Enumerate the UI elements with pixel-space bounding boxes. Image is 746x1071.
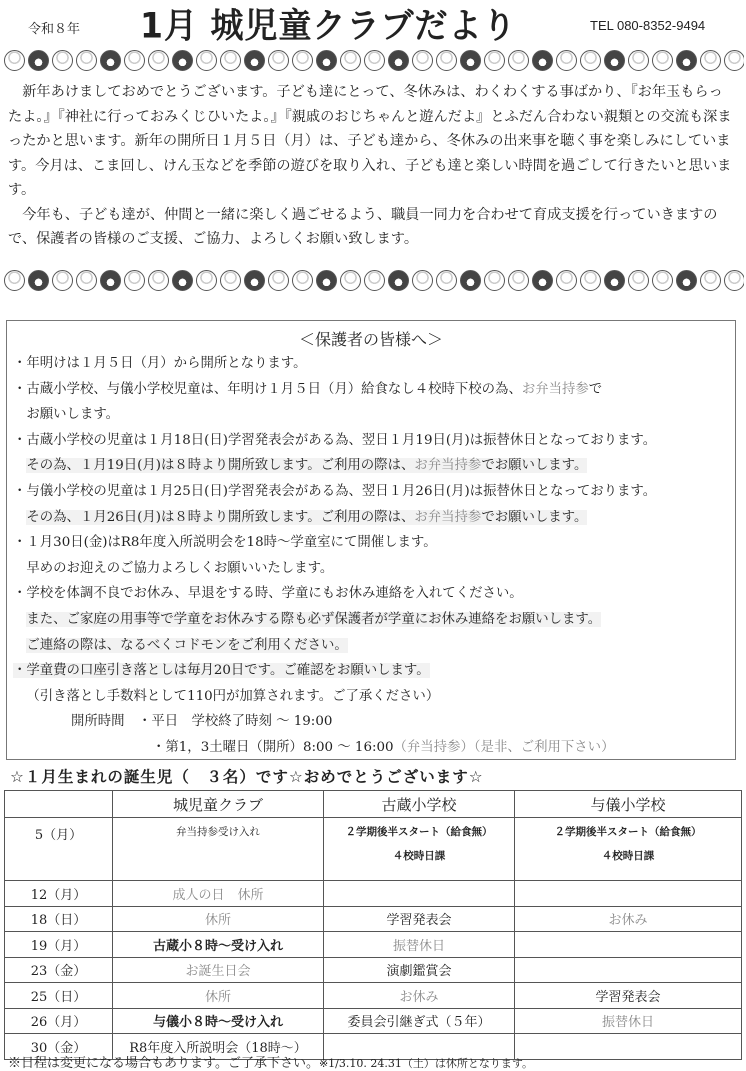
yogi-cell: お休み	[515, 906, 742, 932]
table-row	[5, 983, 742, 1009]
daruma-icon	[388, 270, 409, 291]
yogi-cell: 振替休日	[515, 1008, 742, 1034]
komainu-icon	[76, 50, 97, 71]
daruma-icon	[292, 50, 313, 71]
header-cell: 古蔵小学校	[324, 791, 515, 818]
dog-icon	[532, 50, 553, 71]
bento-note: お弁当持参	[414, 458, 482, 474]
kozo-cell	[324, 881, 515, 907]
dog-icon	[52, 270, 73, 291]
bento-note: お弁当持参	[414, 509, 482, 525]
daruma-icon	[676, 270, 697, 291]
date-cell: 25（日）	[5, 983, 113, 1009]
dog-icon	[340, 50, 361, 71]
notice-line	[13, 377, 728, 403]
phone-number: TEL 080-8352-9494	[590, 18, 706, 33]
intro-message	[8, 80, 733, 252]
header-cell: 与儀小学校	[515, 791, 742, 818]
kagami-mochi-icon	[412, 270, 433, 291]
dog-icon	[340, 270, 361, 291]
table-row	[5, 906, 742, 932]
hours-text: ・平日 学校終了時刻 ～ 19:00	[137, 714, 333, 730]
kagami-mochi-icon	[700, 270, 721, 291]
komainu-icon	[76, 270, 97, 291]
yogi-cell	[515, 881, 742, 907]
notice-text: その為、１月26日(月)は８時より開所致します。ご利用の際は、	[26, 509, 415, 525]
header-cell: 城児童クラブ	[113, 791, 324, 818]
club-cell: 古蔵小８時～受け入れ	[113, 932, 324, 958]
kozo-cell: お休み	[324, 983, 515, 1009]
notice-line: ・古蔵小学校の児童は１月18日(日)学習発表会がある為、翌日１月19日(月)は振替休日となっております。	[13, 432, 657, 448]
hours-text: ・第1，3土曜日（開所）8:00 ～ 16:00	[152, 739, 394, 755]
yogi-cell	[515, 932, 742, 958]
komainu-icon	[652, 50, 673, 71]
schedule-table	[4, 790, 742, 1060]
intro-paragraph-1: 新年あけましておめでとうございます。子ども達にとって、冬休みは、わくわくする事ばかり、『お年玉もらったよ。』『神社に行っておみくじひいたよ。』『親戚のおじちゃんと遊んだよ』とふだん合わない親類との交流も深まったかと思います。新年の開所日１月５日（月）は、子ども達から、冬休みの出来事を聴く事を楽しみにしています。今月は、こま回し、けん玉などを季節の遊びを取り入れ、子ども達と楽しい時間を過ごして行きたいと思います。	[8, 84, 732, 198]
date-cell: 19（月）	[5, 932, 113, 958]
komainu-icon	[556, 50, 577, 71]
date-cell: 23（金）	[5, 957, 113, 983]
kozo-text: ４校時日課	[392, 850, 446, 862]
dog-icon	[628, 50, 649, 71]
notice-line: ・学校を体調不良でお休み、早退をする時、学童にもお休み連絡を入れてください。	[13, 586, 523, 602]
decoration-border-top	[4, 50, 744, 76]
notice-line: ・１月30日(金)はR8年度入所説明会を18時～学童室にて開催します。	[13, 535, 437, 551]
yogi-cell	[515, 1034, 742, 1060]
kagami-mochi-icon	[604, 270, 625, 291]
daruma-icon	[580, 50, 601, 71]
komainu-icon	[652, 270, 673, 291]
date-cell: 5（月）	[5, 818, 113, 881]
club-cell: 休所	[113, 906, 324, 932]
birthday-banner: ☆１月生まれの誕生児（ ３名）です☆おめでとうございます☆	[10, 768, 484, 786]
notice-heading: ＜保護者の皆様へ＞	[298, 330, 443, 349]
notice-line: 早めのお迎えのご協力よろしくお願いいたします。	[26, 560, 334, 576]
yogi-cell: 学習発表会	[515, 983, 742, 1009]
dog-icon	[148, 270, 169, 291]
club-cell: 弁当持参受け入れ	[113, 818, 324, 881]
dog-icon	[436, 50, 457, 71]
daruma-icon	[196, 50, 217, 71]
daruma-icon	[4, 270, 25, 291]
kagami-mochi-icon	[220, 270, 241, 291]
kozo-text: ２学期後半スタート（給食無）	[345, 826, 493, 838]
kagami-mochi-icon	[412, 50, 433, 71]
notice-text: でお願いします。	[481, 458, 588, 474]
notice-line	[13, 658, 728, 684]
kagami-mochi-icon	[124, 50, 145, 71]
daruma-icon	[100, 270, 121, 291]
komainu-icon	[460, 50, 481, 71]
komainu-icon	[460, 270, 481, 291]
date-cell: 18（日）	[5, 906, 113, 932]
daruma-icon	[196, 270, 217, 291]
table-header-row	[5, 791, 742, 818]
notice-line	[13, 607, 728, 633]
notice-line	[13, 453, 728, 479]
dog-icon	[244, 50, 265, 71]
daruma-icon	[4, 50, 25, 71]
dog-icon	[436, 270, 457, 291]
komainu-icon	[172, 270, 193, 291]
komainu-icon	[556, 270, 577, 291]
notice-text: でお願いします。	[481, 509, 588, 525]
kozo-cell: 振替休日	[324, 932, 515, 958]
kozo-cell	[324, 818, 515, 881]
kozo-cell: 学習発表会	[324, 906, 515, 932]
header	[0, 0, 746, 50]
kagami-mochi-icon	[316, 270, 337, 291]
daruma-icon	[484, 50, 505, 71]
notice-text: で	[588, 381, 603, 397]
table-row	[5, 1008, 742, 1034]
kagami-mochi-icon	[316, 50, 337, 71]
intro-paragraph-2: 今年も、子ども達が、仲間と一緒に楽しく過ごせるよう、職員一同力を合わせて育成支援を行っていきますので、保護者の皆様のご支援、ご協力、よろしくお願い致します。	[8, 206, 718, 247]
dog-icon	[532, 270, 553, 291]
kagami-mochi-icon	[604, 50, 625, 71]
kagami-mochi-icon	[124, 270, 145, 291]
page-title: 1月 城児童クラブだより	[140, 5, 517, 47]
header-cell	[5, 791, 113, 818]
notice-line: ・与儀小学校の児童は１月25日(日)学習発表会がある為、翌日１月26日(月)は振替休日となっております。	[13, 483, 657, 499]
yogi-text: ２学期後半スタート（給食無）	[554, 826, 702, 838]
hours-note: （弁当持参）（是非、ご利用下さい）	[393, 739, 615, 755]
notice-line: お願いします。	[26, 407, 120, 423]
club-cell: 成人の日 休所	[113, 881, 324, 907]
dog-icon	[724, 270, 744, 291]
hours-label: 開所時間	[71, 714, 125, 730]
kozo-cell: 演劇鑑賞会	[324, 957, 515, 983]
notice-line	[13, 633, 728, 659]
date-cell: 12（月）	[5, 881, 113, 907]
club-cell: R8年度入所説明会（18時～）	[113, 1034, 324, 1060]
footer-small: ※1/3.10. 24.31（土）は休所となります。	[318, 1057, 533, 1070]
dog-icon	[148, 50, 169, 71]
footer-main: ※日程は変更になる場合もあります。ご了承下さい。	[8, 1056, 319, 1071]
table-row	[5, 881, 742, 907]
kagami-mochi-icon	[508, 270, 529, 291]
dog-icon	[628, 270, 649, 291]
daruma-icon	[484, 270, 505, 291]
kagami-mochi-icon	[28, 270, 49, 291]
notice-text: ・学童費の口座引き落としは毎月20日です。ご確認をお願いします。	[13, 663, 430, 679]
table-row	[5, 957, 742, 983]
notice-line	[13, 505, 728, 531]
notice-text: また、ご家庭の用事等で学童をお休みする際も必ず保護者が学童にお休み連絡をお願いします。	[26, 611, 602, 627]
dog-icon	[724, 50, 744, 71]
date-cell: 26（月）	[5, 1008, 113, 1034]
club-cell: お誕生日会	[113, 957, 324, 983]
yogi-cell	[515, 957, 742, 983]
opening-hours-saturday	[13, 735, 728, 761]
parent-notice-box	[6, 320, 736, 760]
komainu-icon	[268, 270, 289, 291]
komainu-icon	[268, 50, 289, 71]
decoration-border-bottom	[4, 270, 744, 296]
dog-icon	[52, 50, 73, 71]
kagami-mochi-icon	[508, 50, 529, 71]
table-row	[5, 932, 742, 958]
daruma-icon	[388, 50, 409, 71]
notice-line: （引き落とし手数料として110円が加算されます。ご了承ください）	[26, 688, 440, 704]
notice-text: その為、１月19日(月)は８時より開所致します。ご利用の際は、	[26, 458, 415, 474]
kagami-mochi-icon	[28, 50, 49, 71]
club-cell: 休所	[113, 983, 324, 1009]
table-row	[5, 818, 742, 881]
komainu-icon	[364, 270, 385, 291]
daruma-icon	[100, 50, 121, 71]
dog-icon	[244, 270, 265, 291]
notice-text: ・古蔵小学校、与儀小学校児童は、年明け１月５日（月）給食なし４校時下校の為、	[13, 381, 522, 397]
opening-hours-weekday	[13, 709, 728, 735]
daruma-icon	[580, 270, 601, 291]
date-cell: 30（金）	[5, 1034, 113, 1060]
footer-note	[8, 1052, 533, 1071]
komainu-icon	[172, 50, 193, 71]
daruma-icon	[676, 50, 697, 71]
bento-note: お弁当持参	[521, 381, 589, 397]
yogi-text: ４校時日課	[601, 850, 655, 862]
komainu-icon	[364, 50, 385, 71]
daruma-icon	[292, 270, 313, 291]
kagami-mochi-icon	[700, 50, 721, 71]
kagami-mochi-icon	[220, 50, 241, 71]
kozo-cell: 委員会引継ぎ式（５年）	[324, 1008, 515, 1034]
yogi-cell	[515, 818, 742, 881]
notice-line: ・年明けは１月５日（月）から開所となります。	[13, 356, 307, 371]
notice-text: ご連絡の際は、なるべくコドモンをご利用ください。	[26, 637, 348, 653]
era-label: 令和８年	[28, 22, 81, 37]
club-cell: 与儀小８時～受け入れ	[113, 1008, 324, 1034]
